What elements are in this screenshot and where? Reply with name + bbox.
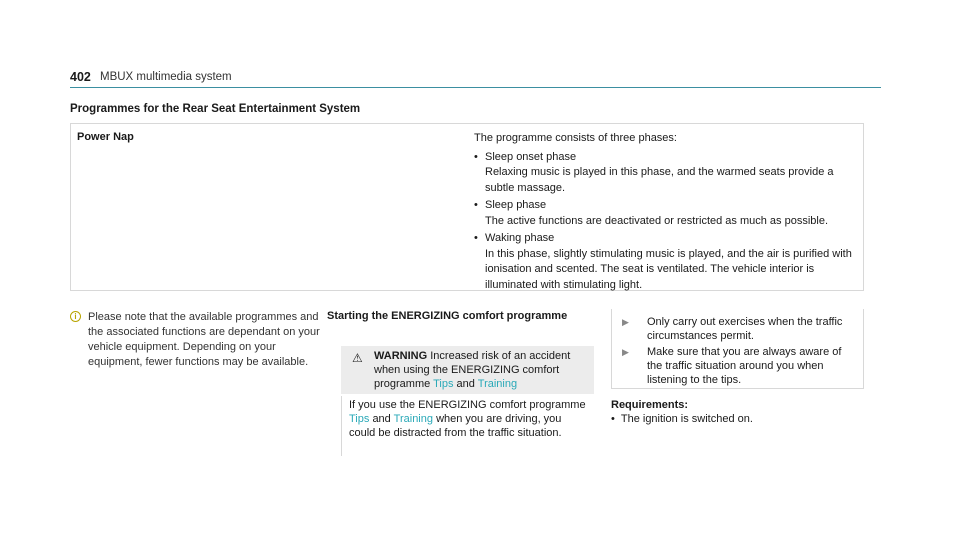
arrow-right-icon: ▶ [622, 347, 629, 357]
phase-text: The active functions are deactivated or restricted as much as possible. [485, 214, 829, 227]
info-note [70, 310, 320, 370]
phase-item [474, 231, 859, 293]
requirement-item [611, 413, 753, 425]
programme-description [474, 131, 859, 295]
phase-item [474, 198, 859, 229]
phase-name: Sleep onset phase [485, 150, 577, 163]
bullet-icon: • [474, 232, 478, 244]
info-icon: i [70, 311, 81, 322]
tip-item [622, 345, 857, 387]
bullet-icon: • [474, 150, 478, 163]
bullet-icon: • [611, 413, 615, 425]
note-text: Please note that the available programmes and the associated functions are dependant on your vehicle equipment. Depending on your equipment, fewer functions may be available. [88, 311, 320, 368]
programme-intro: The programme consists of three phases: [474, 132, 677, 144]
training-link[interactable]: Training [477, 378, 518, 390]
and-text: and [372, 413, 391, 425]
header-rule [70, 87, 881, 88]
and-text: and [456, 378, 475, 390]
programme-name: Power Nap [77, 131, 134, 143]
phase-text: In this phase, slightly stimulating music is played, and the air is purified with ionisation and scented. The seat is ventilated. The vehicle interior is illuminated with stimulating light. [485, 247, 852, 291]
tip-text: Make sure that you are always aware of the traffic situation around you when listening to the tips. [647, 346, 842, 386]
requirement-text: The ignition is switched on. [620, 413, 753, 425]
warning-triangle-icon: ⚠ [352, 351, 363, 365]
section-title: Programmes for the Rear Seat Entertainment System [70, 103, 361, 115]
tip-text: Only carry out exercises when the traffic circumstances permit. [647, 316, 843, 342]
tip-item [622, 315, 857, 343]
page-number: 402 [70, 70, 91, 84]
tips-link[interactable]: Tips [349, 413, 370, 425]
warning-body [341, 396, 595, 456]
phase-item [474, 150, 859, 197]
warning-label: WARNING [374, 350, 428, 362]
page-header-title: MBUX multimedia system [100, 71, 232, 83]
phase-name: Waking phase [485, 232, 555, 244]
tips-box [611, 309, 864, 389]
tips-link[interactable]: Tips [433, 378, 454, 390]
arrow-right-icon: ▶ [622, 317, 629, 327]
warning-text-a: Increased risk of an accident when using the ENERGIZING comfort programme [374, 350, 571, 390]
energizing-title: Starting the ENERGIZING comfort programme [327, 310, 568, 322]
warning-body-text [349, 398, 589, 440]
warning-text [374, 349, 589, 391]
bullet-icon: • [474, 199, 478, 211]
body-text-a: If you use the ENERGIZING comfort programme [349, 399, 586, 411]
phase-text: Relaxing music is played in this phase, and the warmed seats provide a subtle massage. [485, 166, 834, 194]
programme-table [70, 123, 864, 291]
training-link[interactable]: Training [393, 413, 433, 425]
phase-name: Sleep phase [485, 199, 547, 211]
warning-box [341, 346, 594, 394]
requirements-title: Requirements: [611, 399, 689, 411]
body-text-b: when you are driving, you could be distracted from the traffic situation. [349, 413, 562, 439]
